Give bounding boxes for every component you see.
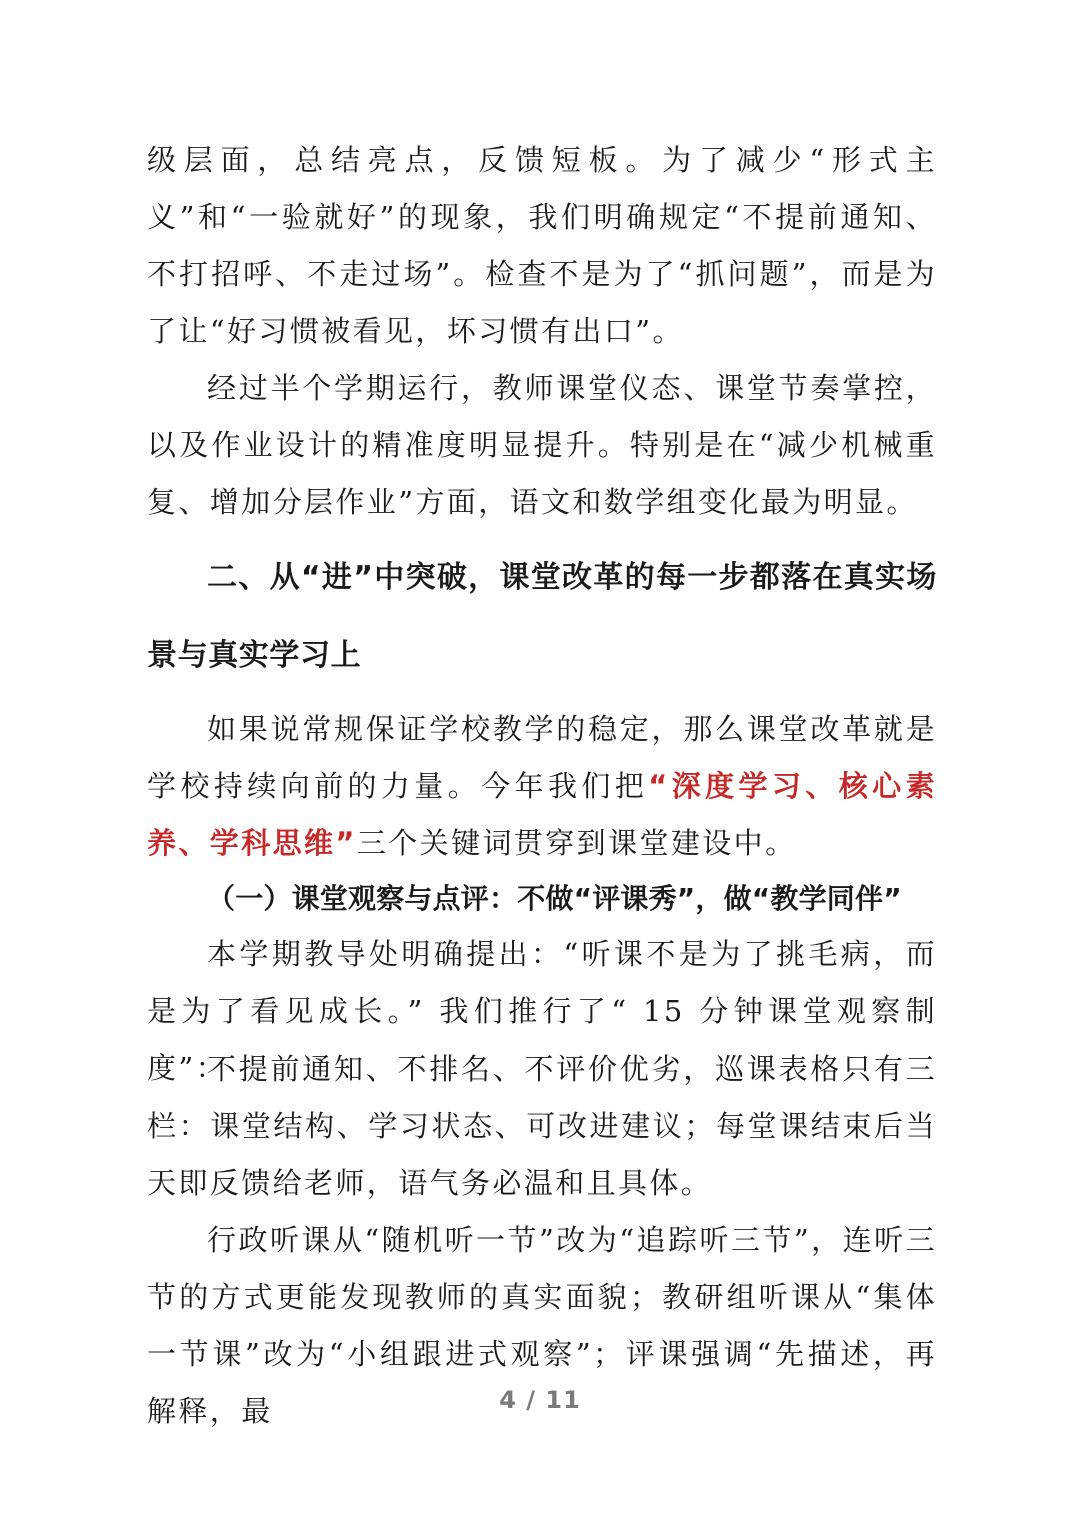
section-heading-2: 二、从“进”中突破，课堂改革的每一步都落在真实场景与真实学习上 [147,560,937,673]
paragraph-listening-changes: 行政听课从“随机听一节”改为“追踪听三节”，连听三节的方式更能发现教师的真实面貌；教研组听课从“集体一节课”改为“小组跟进式观察”；评课强调“先描述，再解释，最 [147,1223,937,1428]
subsection-heading-1: （一）课堂观察与点评：不做“评课秀”，做“教学同伴” [207,882,902,915]
paragraph-semester-results: 经过半个学期运行，教师课堂仪态、课堂节奏掌控，以及作业设计的精准度明显提升。特别是在“减少机械重复、增加分层作业”方面，语文和数学组变化最为明显。 [147,371,937,519]
highlighted-keywords: “深度学习、核心素养、学科思维” [147,769,937,860]
paragraph-text: 如果说常规保证学校教学的稳定，那么课堂改革就是学校持续向前的力量。今年我们把 [147,712,937,803]
page-number: 4 / 11 [499,1386,581,1414]
paragraph-observation-policy: 本学期教导处明确提出：“听课不是为了挑毛病，而是为了看见成长。” 我们推行了“ 15 分钟课堂观察制度”： [147,937,937,1085]
paragraph-inspection-principles: 级层面，总结亮点，反馈短板。为了减少“形式主义”和“一验就好”的现象，我们明确规定“不提前通知、不打招呼、不走过场”。检查不是为了“抓问题”，而是为了让“好习惯被看见，坏习惯有出口”。 [147,143,937,348]
paragraph-text: 三个关键词贯穿到课堂建设中。 [356,826,797,860]
paragraph-observation-form: 不提前通知、不排名、不评价优劣，巡课表格只有三栏：课堂结构、学习状态、可改进建议；每堂课结束后当天即反馈给老师，语气务必温和且具体。 [147,1052,937,1200]
paragraph-classroom-reform [147,701,937,872]
